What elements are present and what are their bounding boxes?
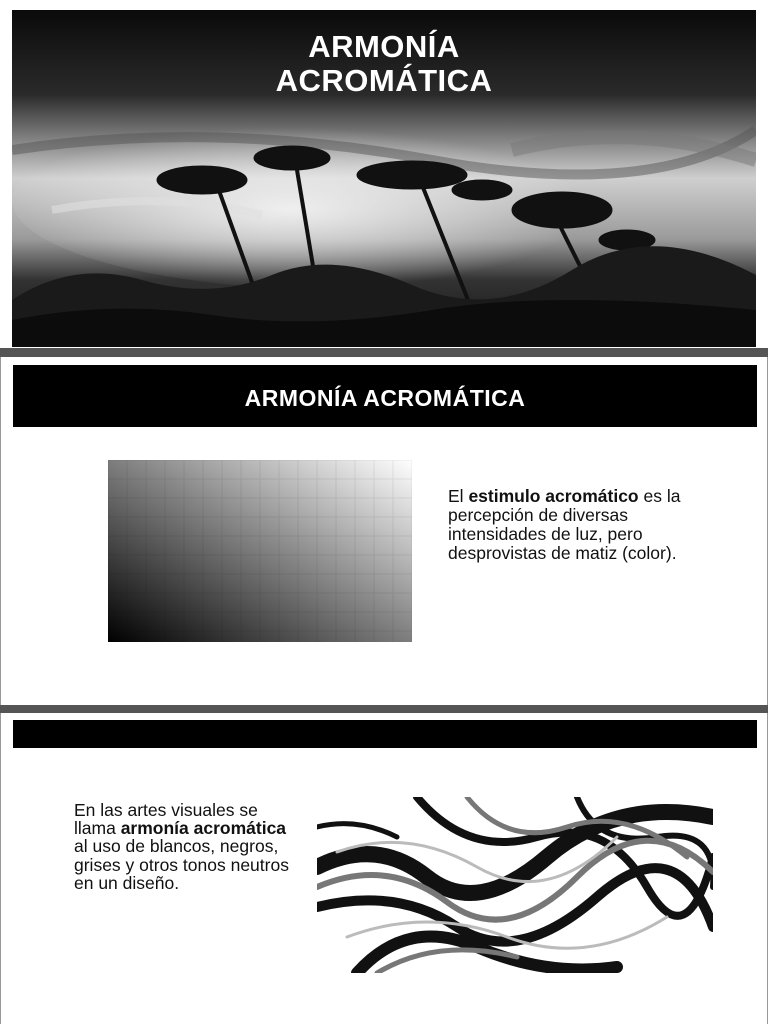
grayscale-gradient-image	[108, 460, 412, 642]
title-line-1: ARMONÍA	[308, 29, 460, 64]
header-bar	[13, 720, 757, 748]
slide-divider	[0, 348, 768, 357]
text-part: El	[448, 486, 469, 506]
title-line-2: ACROMÁTICA	[275, 63, 493, 98]
slide-divider	[0, 705, 768, 713]
slide-2-title: ARMONÍA ACROMÁTICA	[244, 385, 526, 411]
text-part: En las artes visuales se llama	[74, 800, 258, 839]
slide-2	[0, 357, 768, 705]
slide-3	[0, 713, 768, 1024]
landscape-photo	[12, 10, 756, 347]
slide-1-title	[12, 30, 756, 98]
marble-swirl-image	[317, 797, 713, 973]
text-part: al uso de blancos, negros, grises y otros tonos neutros en un diseño.	[74, 836, 289, 893]
acromatic-harmony-text	[74, 801, 294, 892]
slide-1	[0, 0, 768, 348]
text-part: es la percepción de diversas intensidades de luz, pero desprovistas de matiz (color).	[448, 486, 681, 563]
text-bold: estimulo acromático	[468, 486, 639, 506]
text-bold: armonía acromática	[120, 818, 287, 839]
header-bar	[13, 365, 757, 427]
acromatic-stimulus-text	[448, 487, 728, 563]
